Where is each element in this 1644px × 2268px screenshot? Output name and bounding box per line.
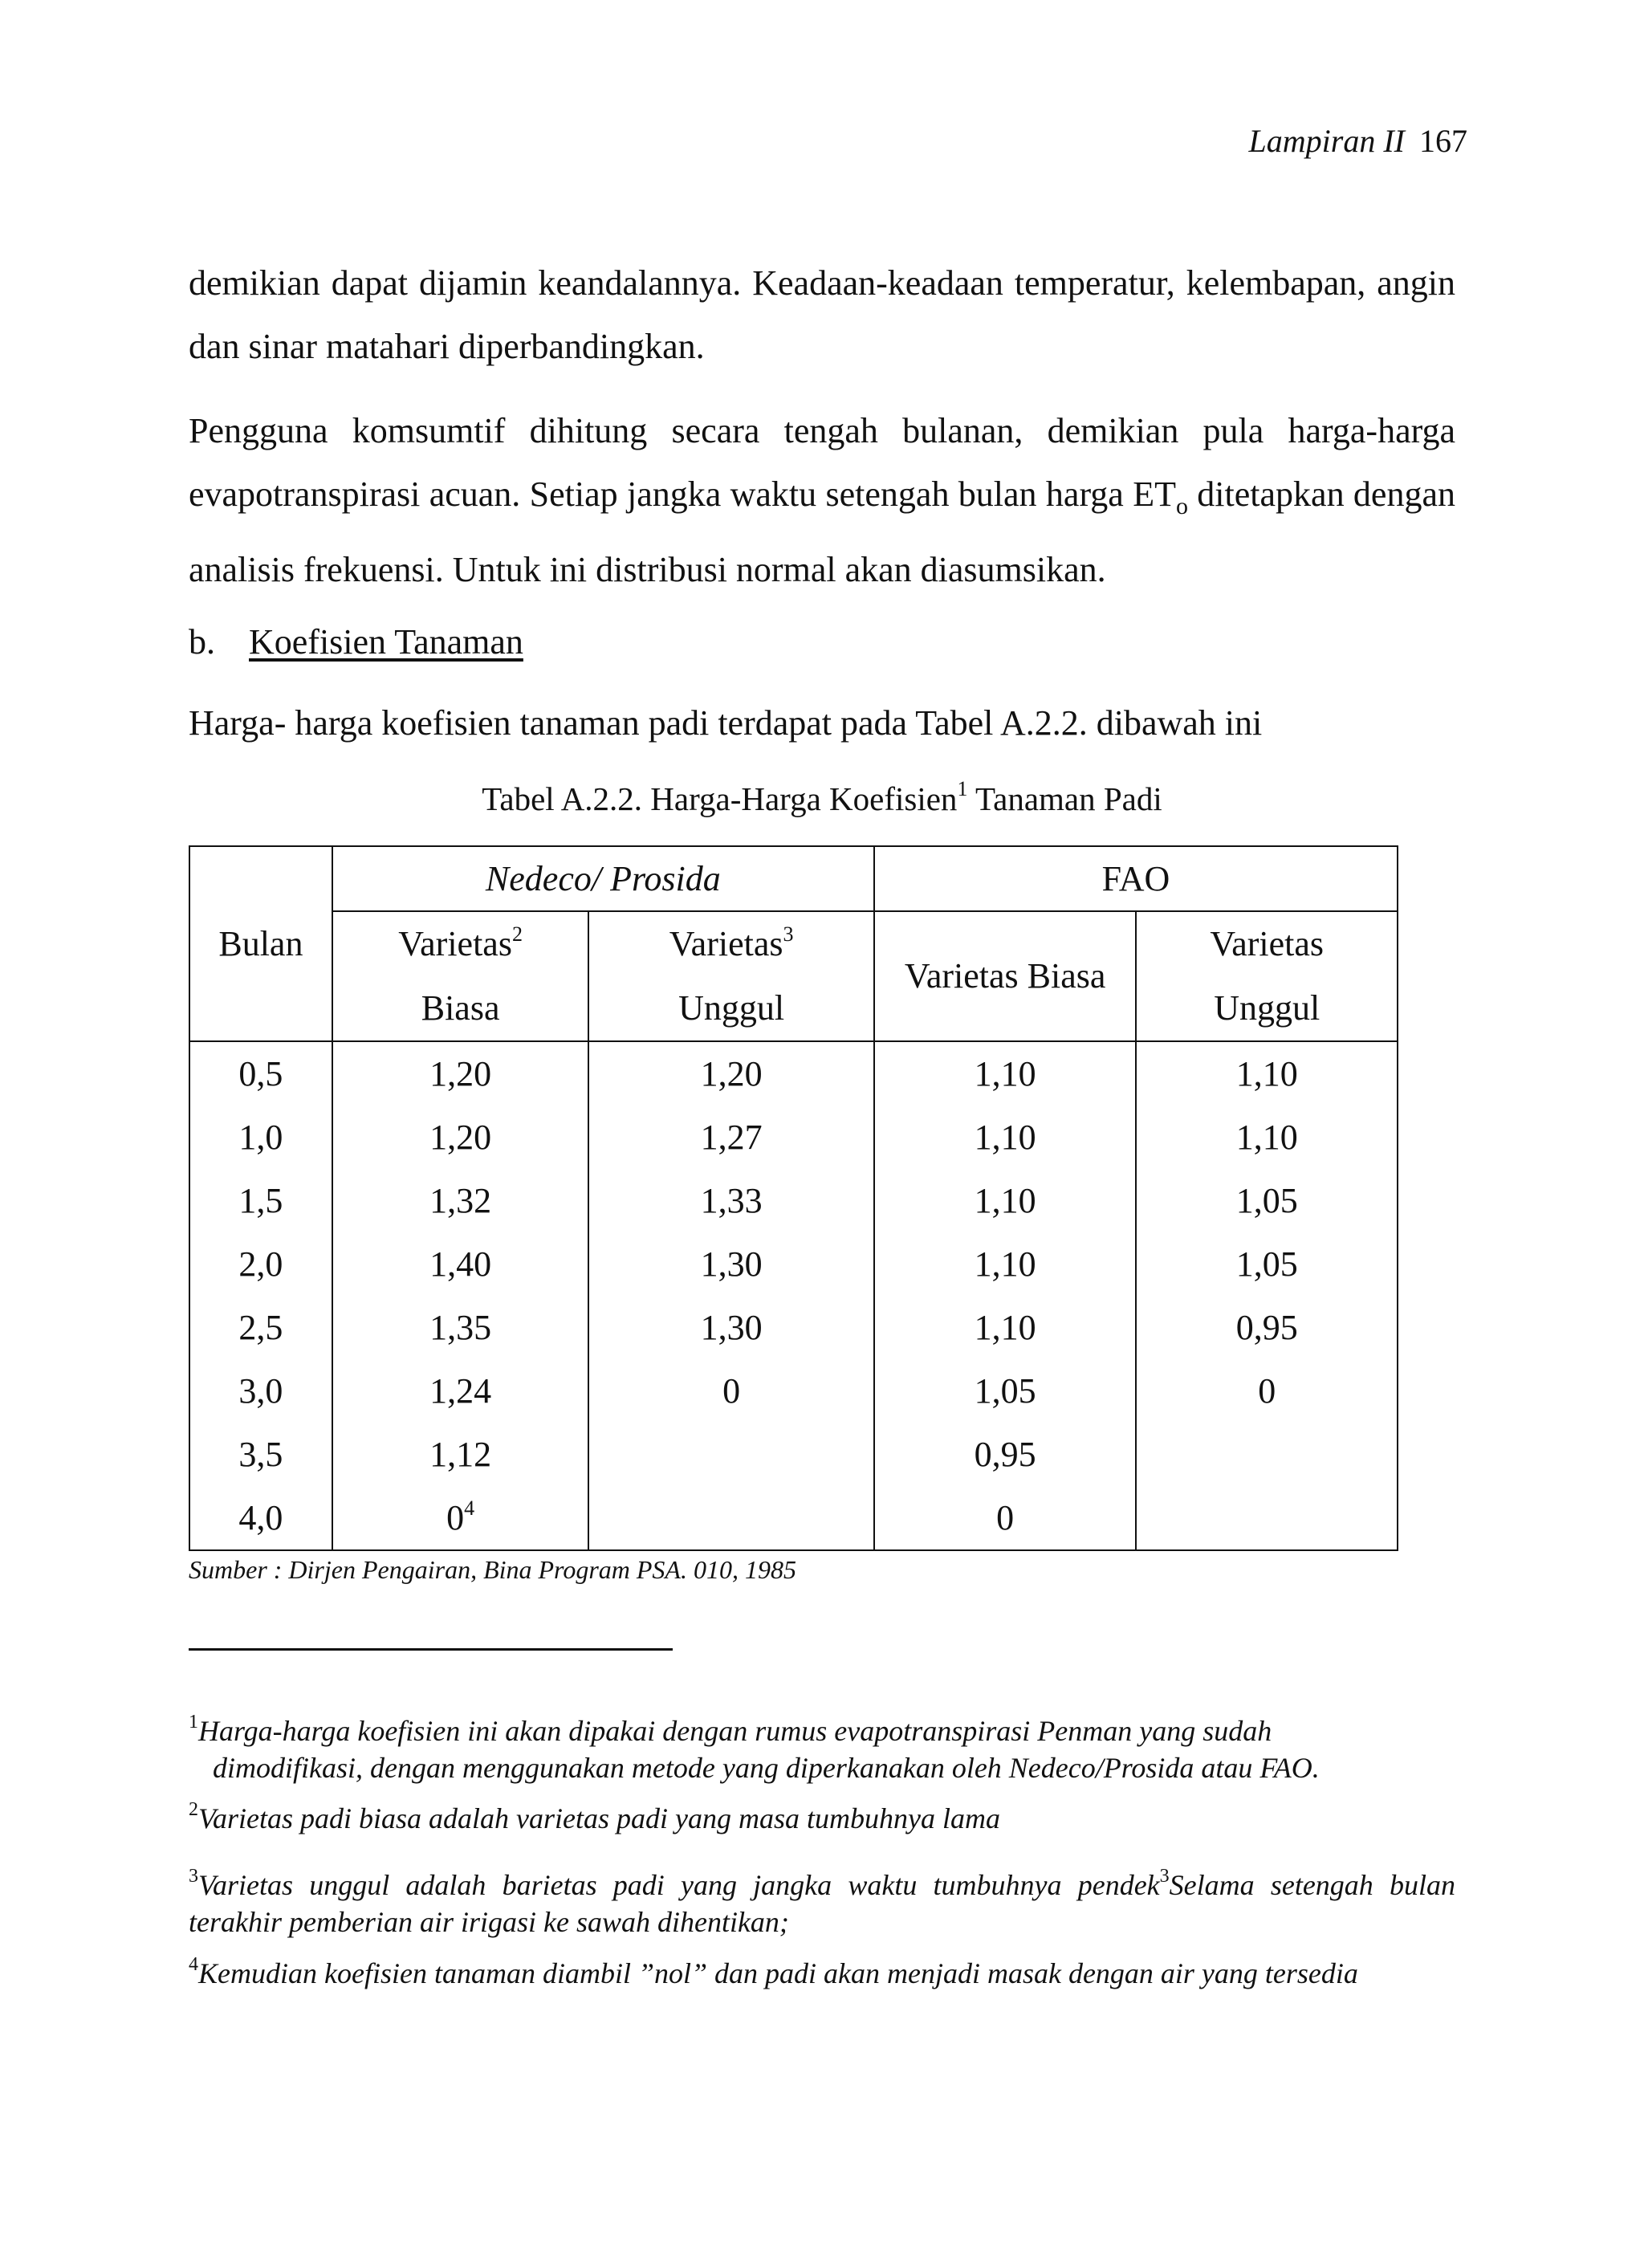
table-cell — [332, 1105, 589, 1169]
footnote-2-text: Varietas padi biasa adalah varietas padi yang masa tumbuhnya lama — [198, 1802, 1000, 1834]
table-cell — [1136, 1041, 1398, 1105]
table-cell — [332, 1423, 589, 1486]
cell-value: 1,05 — [974, 1371, 1036, 1411]
table-cell — [588, 1232, 874, 1296]
cell-value: 0,95 — [974, 1435, 1036, 1474]
cell-value: 1,12 — [429, 1435, 492, 1474]
cell-value: 4,0 — [238, 1498, 283, 1537]
footnote-number: 4 — [189, 1954, 198, 1975]
et-subscript: o — [1175, 492, 1188, 519]
table-row — [189, 1169, 1398, 1232]
footnote-4 — [189, 1955, 1455, 1992]
table-cell — [874, 1105, 1137, 1169]
table-cell — [874, 1041, 1137, 1105]
cell-value: 1,33 — [700, 1181, 763, 1220]
footnote-inline-ref: 3 — [1159, 1866, 1170, 1887]
table-cell — [332, 1041, 589, 1105]
table-row — [189, 1359, 1398, 1423]
footnote-number: 3 — [189, 1866, 198, 1887]
cell-value: 1,40 — [429, 1244, 492, 1284]
cell-value: 1,05 — [1235, 1244, 1298, 1284]
header-bulan: Bulan — [189, 846, 332, 1041]
table-cell — [588, 1169, 874, 1232]
cell-value: 1,20 — [429, 1118, 492, 1157]
section-letter: b. — [189, 622, 215, 662]
table-cell — [874, 1486, 1137, 1550]
table-cell — [874, 1232, 1137, 1296]
table-cell — [1136, 1296, 1398, 1359]
cell-value: 0 — [446, 1498, 465, 1537]
table-cell — [332, 1296, 589, 1359]
table-cell — [332, 1486, 589, 1550]
header-text: Varietas — [398, 924, 512, 963]
header-group-nedeco: Nedeco/ Prosida — [332, 846, 874, 911]
cell-value: 1,32 — [429, 1181, 492, 1220]
cell-value: 1,35 — [429, 1308, 492, 1347]
table-cell — [588, 1486, 874, 1550]
paragraph-2 — [189, 399, 1455, 601]
running-header — [1249, 122, 1467, 160]
header-footnote-ref: 2 — [511, 922, 523, 946]
cell-value: 1,27 — [700, 1118, 763, 1157]
cell-value: 1,0 — [238, 1118, 283, 1157]
table-cell — [874, 1359, 1137, 1423]
caption-footnote-ref: 1 — [957, 777, 968, 800]
table-cell — [1136, 1169, 1398, 1232]
table-cell — [1136, 1359, 1398, 1423]
cell-footnote-ref: 4 — [464, 1496, 475, 1520]
cell-value: 1,05 — [1235, 1181, 1298, 1220]
paragraph-1: demikian dapat dijamin keandalannya. Keadaan-keadaan temperatur, kelembapan, angin dan sinar matahari diperbandingkan. — [189, 263, 1455, 366]
cell-value: 1,24 — [429, 1371, 492, 1411]
coefficient-table — [189, 845, 1398, 1551]
cell-value: 0 — [722, 1371, 741, 1411]
footnote-3-text-b: Selama setengah bulan terakhir pemberian air irigasi ke sawah dihentikan; — [189, 1869, 1456, 1938]
header-text: Varietas — [1210, 924, 1325, 963]
footnote-number: 2 — [189, 1799, 198, 1820]
cell-value: 1,5 — [238, 1181, 283, 1220]
cell-value: 2,0 — [238, 1244, 283, 1284]
table-cell — [588, 1359, 874, 1423]
caption-text-b: Tanaman Padi — [967, 780, 1162, 817]
footnote-divider — [189, 1648, 673, 1651]
table-row — [189, 1232, 1398, 1296]
header-text: Unggul — [1214, 988, 1320, 1028]
table-cell — [332, 1359, 589, 1423]
footnote-4-text: Kemudian koefisien tanaman diambil ”nol” dan padi akan menjadi masak dengan air yang tersedia — [198, 1957, 1358, 1989]
cell-value: 1,10 — [1235, 1054, 1298, 1093]
cell-value: 1,10 — [1235, 1118, 1298, 1157]
cell-value: 2,5 — [238, 1308, 283, 1347]
caption-text-a: Tabel A.2.2. Harga-Harga Koefisien — [482, 780, 958, 817]
table-cell — [189, 1105, 332, 1169]
paragraph-2-text-b: ditetapkan dengan analisis frekuensi. Untuk ini distribusi normal akan diasumsikan. — [189, 474, 1455, 589]
header-footnote-ref: 3 — [783, 922, 794, 946]
footnote-3 — [189, 1867, 1455, 1940]
section-heading — [189, 610, 523, 674]
paragraph-2-text-a: Pengguna komsumtif dihitung secara tengah bulanan, demikian pula harga-harga evapotranspirasi acuan. Setiap jangka waktu setengah bulan harga ET — [189, 411, 1455, 514]
paragraph-intro-table: Harga- harga koefisien tanaman padi terdapat pada Tabel A.2.2. dibawah ini — [189, 703, 1263, 743]
header-text: Varietas — [669, 924, 783, 963]
footnote-2 — [189, 1800, 1455, 1837]
cell-value: 1,30 — [700, 1308, 763, 1347]
cell-value: 0,5 — [238, 1054, 283, 1093]
footnote-1 — [189, 1712, 1455, 1786]
cell-value: 3,5 — [238, 1435, 283, 1474]
table-cell — [332, 1169, 589, 1232]
table-row — [189, 1105, 1398, 1169]
header-varietas-unggul-nedeco — [588, 911, 874, 1041]
header-group-fao: FAO — [874, 846, 1398, 911]
cell-value: 1,10 — [974, 1054, 1036, 1093]
table-cell — [189, 1296, 332, 1359]
table-row — [189, 1486, 1398, 1550]
table-cell — [1136, 1105, 1398, 1169]
table-cell — [1136, 1232, 1398, 1296]
header-varietas-biasa-fao: Varietas Biasa — [874, 911, 1137, 1041]
header-text: Biasa — [421, 988, 500, 1028]
table-cell — [189, 1486, 332, 1550]
cell-value: 1,20 — [700, 1054, 763, 1093]
table-cell — [189, 1169, 332, 1232]
table-cell — [588, 1105, 874, 1169]
footnote-1-line-1: Harga-harga koefisien ini akan dipakai dengan rumus evapotranspirasi Penman yang sudah — [198, 1715, 1272, 1747]
header-text: Unggul — [678, 988, 785, 1028]
cell-value: 1,10 — [974, 1308, 1036, 1347]
table-caption — [0, 775, 1644, 823]
footnote-3-text-a: Varietas unggul adalah barietas padi yang jangka waktu tumbuhnya pendek — [198, 1869, 1160, 1901]
cell-value: 0 — [1258, 1371, 1276, 1411]
section-title: Koefisien Tanaman — [249, 622, 523, 662]
cell-value: 1,10 — [974, 1181, 1036, 1220]
table-cell — [874, 1423, 1137, 1486]
cell-value: 1,30 — [700, 1244, 763, 1284]
cell-value: 1,20 — [429, 1054, 492, 1093]
footnote-number: 1 — [189, 1712, 198, 1733]
cell-value: 1,10 — [974, 1244, 1036, 1284]
table-cell — [1136, 1423, 1398, 1486]
cell-value: 1,10 — [974, 1118, 1036, 1157]
table-cell — [189, 1041, 332, 1105]
table-cell — [189, 1423, 332, 1486]
table-cell — [189, 1232, 332, 1296]
table-source: Sumber : Dirjen Pengairan, Bina Program PSA. 010, 1985 — [189, 1555, 796, 1584]
table-cell — [588, 1423, 874, 1486]
footnote-1-line-2: dimodifikasi, dengan menggunakan metode yang diperkanakan oleh Nedeco/Prosida atau FAO. — [213, 1752, 1320, 1784]
table-cell — [874, 1296, 1137, 1359]
cell-value: 3,0 — [238, 1371, 283, 1411]
cell-value: 0,95 — [1235, 1308, 1298, 1347]
table-body — [189, 1041, 1398, 1550]
table-cell — [189, 1359, 332, 1423]
header-varietas-biasa-nedeco — [332, 911, 589, 1041]
table-row — [189, 1041, 1398, 1105]
table-row — [189, 1423, 1398, 1486]
table-row — [189, 1296, 1398, 1359]
table-cell — [874, 1169, 1137, 1232]
table-cell — [1136, 1486, 1398, 1550]
header-label: Lampiran II — [1248, 123, 1405, 159]
header-varietas-unggul-fao — [1136, 911, 1398, 1041]
cell-value: 0 — [996, 1498, 1015, 1537]
table-cell — [588, 1041, 874, 1105]
table-cell — [588, 1296, 874, 1359]
table-cell — [332, 1232, 589, 1296]
page-number: 167 — [1419, 123, 1467, 159]
